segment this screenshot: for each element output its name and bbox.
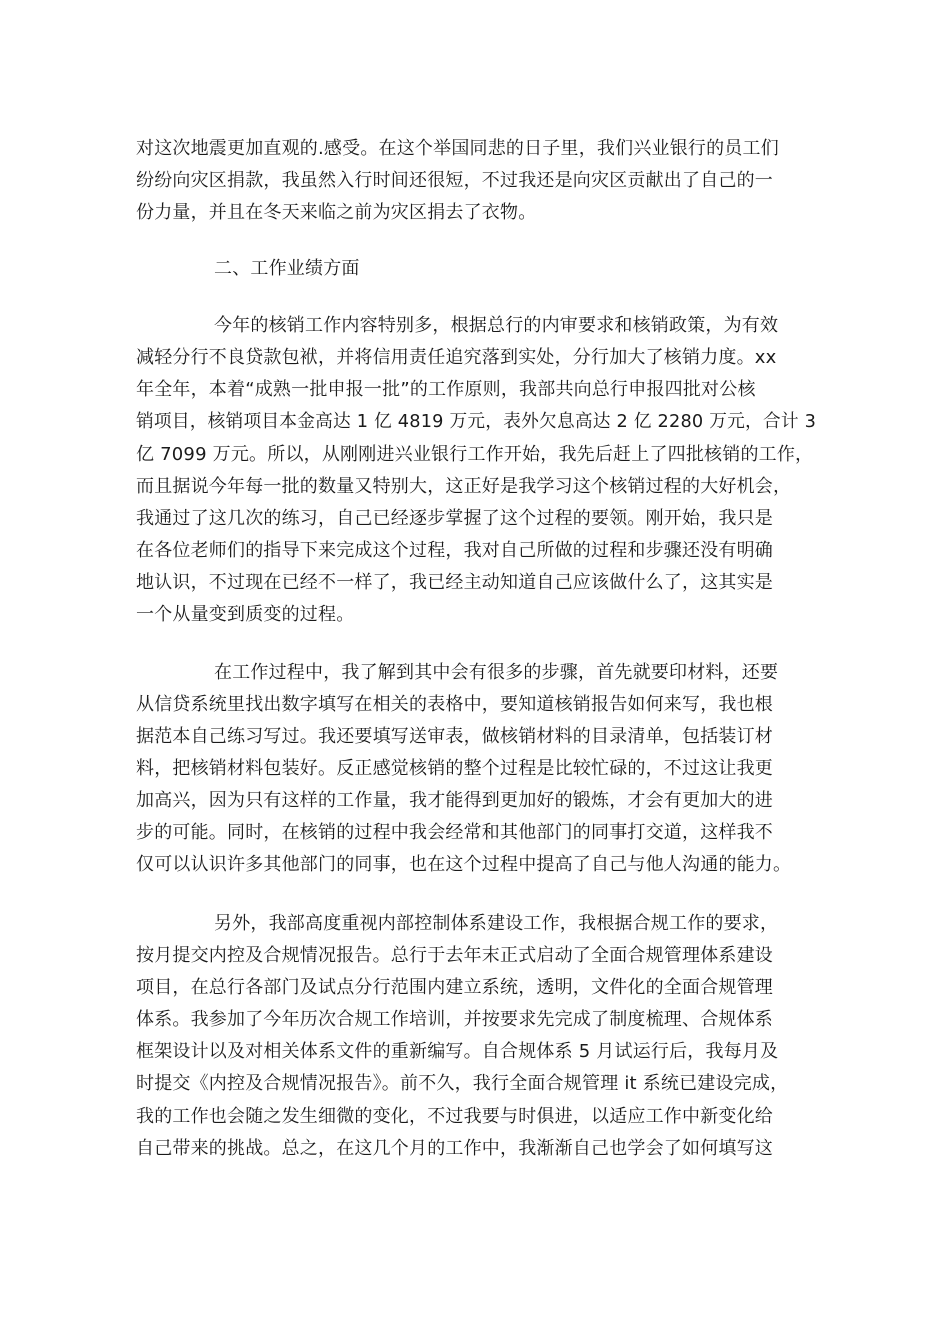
text-line: 加高兴，因为只有这样的工作量，我才能得到更加好的锻炼，才会有更加大的进 — [136, 790, 773, 811]
text-line: 减轻分行不良贷款包袱，并将信用责任追究落到实处，分行加大了核销力度。xx — [136, 347, 777, 368]
text-line: 一个从量变到质变的过程。 — [136, 604, 355, 625]
text-line: 自己带来的挑战。总之，在这几个月的工作中，我渐渐自己也学会了如何填写这 — [136, 1138, 773, 1159]
text-line: 在各位老师们的指导下来完成这个过程，我对自己所做的过程和步骤还没有明确 — [136, 540, 773, 561]
text-line: 时提交《内控及合规情况报告》。前不久，我行全面合规管理 it 系统已建设完成， — [136, 1073, 789, 1094]
text-line: 框架设计以及对相关体系文件的重新编写。自合规体系 5 月试运行后，我每月及 — [136, 1041, 779, 1062]
text-line: 项目，在总行各部门及试点分行范围内建立系统，透明，文件化的全面合规管理 — [136, 977, 773, 998]
text-line: 地认识，不过现在已经不一样了，我已经主动知道自己应该做什么了，这其实是 — [136, 572, 773, 593]
text-line: 体系。我参加了今年历次合规工作培训，并按要求先完成了制度梳理、合规体系 — [136, 1009, 773, 1030]
text-line: 从信贷系统里找出数字填写在相关的表格中，要知道核销报告如何来写，我也根 — [136, 694, 773, 715]
text-line: 料，把核销材料包装好。反正感觉核销的整个过程是比较忙碌的，不过这让我更 — [136, 758, 773, 779]
text-line: 在工作过程中，我了解到其中会有很多的步骤，首先就要印材料，还要 — [214, 662, 779, 683]
text-line: 年全年，本着“成熟一批申报一批”的工作原则，我部共向总行申报四批对公核 — [136, 379, 756, 400]
text-line: 销项目，核销项目本金高达 1 亿 4819 万元，表外欠息高达 2 亿 2280 万元，合计 3 — [136, 411, 817, 432]
section-heading: 二、工作业绩方面 — [214, 258, 360, 279]
text-line: 而且据说今年每一批的数量又特别大，这正好是我学习这个核销过程的大好机会， — [136, 476, 792, 497]
text-line: 亿 7099 万元。所以，从刚刚进兴业银行工作开始，我先后赶上了四批核销的工作， — [136, 444, 814, 465]
text-line: 另外，我部高度重视内部控制体系建设工作，我根据合规工作的要求， — [214, 913, 779, 934]
text-line: 纷纷向灾区捐款，我虽然入行时间还很短，不过我还是向灾区贡献出了自己的一 — [136, 170, 773, 191]
text-line: 份力量，并且在冬天来临之前为灾区捐去了衣物。 — [136, 202, 537, 223]
text-line: 我的工作也会随之发生细微的变化，不过我要与时俱进，以适应工作中新变化给 — [136, 1106, 773, 1127]
text-line: 按月提交内控及合规情况报告。总行于去年末正式启动了全面合规管理体系建设 — [136, 945, 773, 966]
text-line: 我通过了这几次的练习，自己已经逐步掌握了这个过程的要领。刚开始，我只是 — [136, 508, 773, 529]
text-line: 仅可以认识许多其他部门的同事，也在这个过程中提高了自己与他人沟通的能力。 — [136, 854, 792, 875]
text-line: 对这次地震更加直观的.感受。在这个举国同悲的日子里，我们兴业银行的员工们 — [136, 138, 779, 159]
text-line: 今年的核销工作内容特别多，根据总行的内审要求和核销政策，为有效 — [214, 315, 779, 336]
text-line: 据范本自己练习写过。我还要填写送审表，做核销材料的目录清单，包括装订材 — [136, 726, 773, 747]
text-line: 步的可能。同时，在核销的过程中我会经常和其他部门的同事打交道，这样我不 — [136, 822, 773, 843]
